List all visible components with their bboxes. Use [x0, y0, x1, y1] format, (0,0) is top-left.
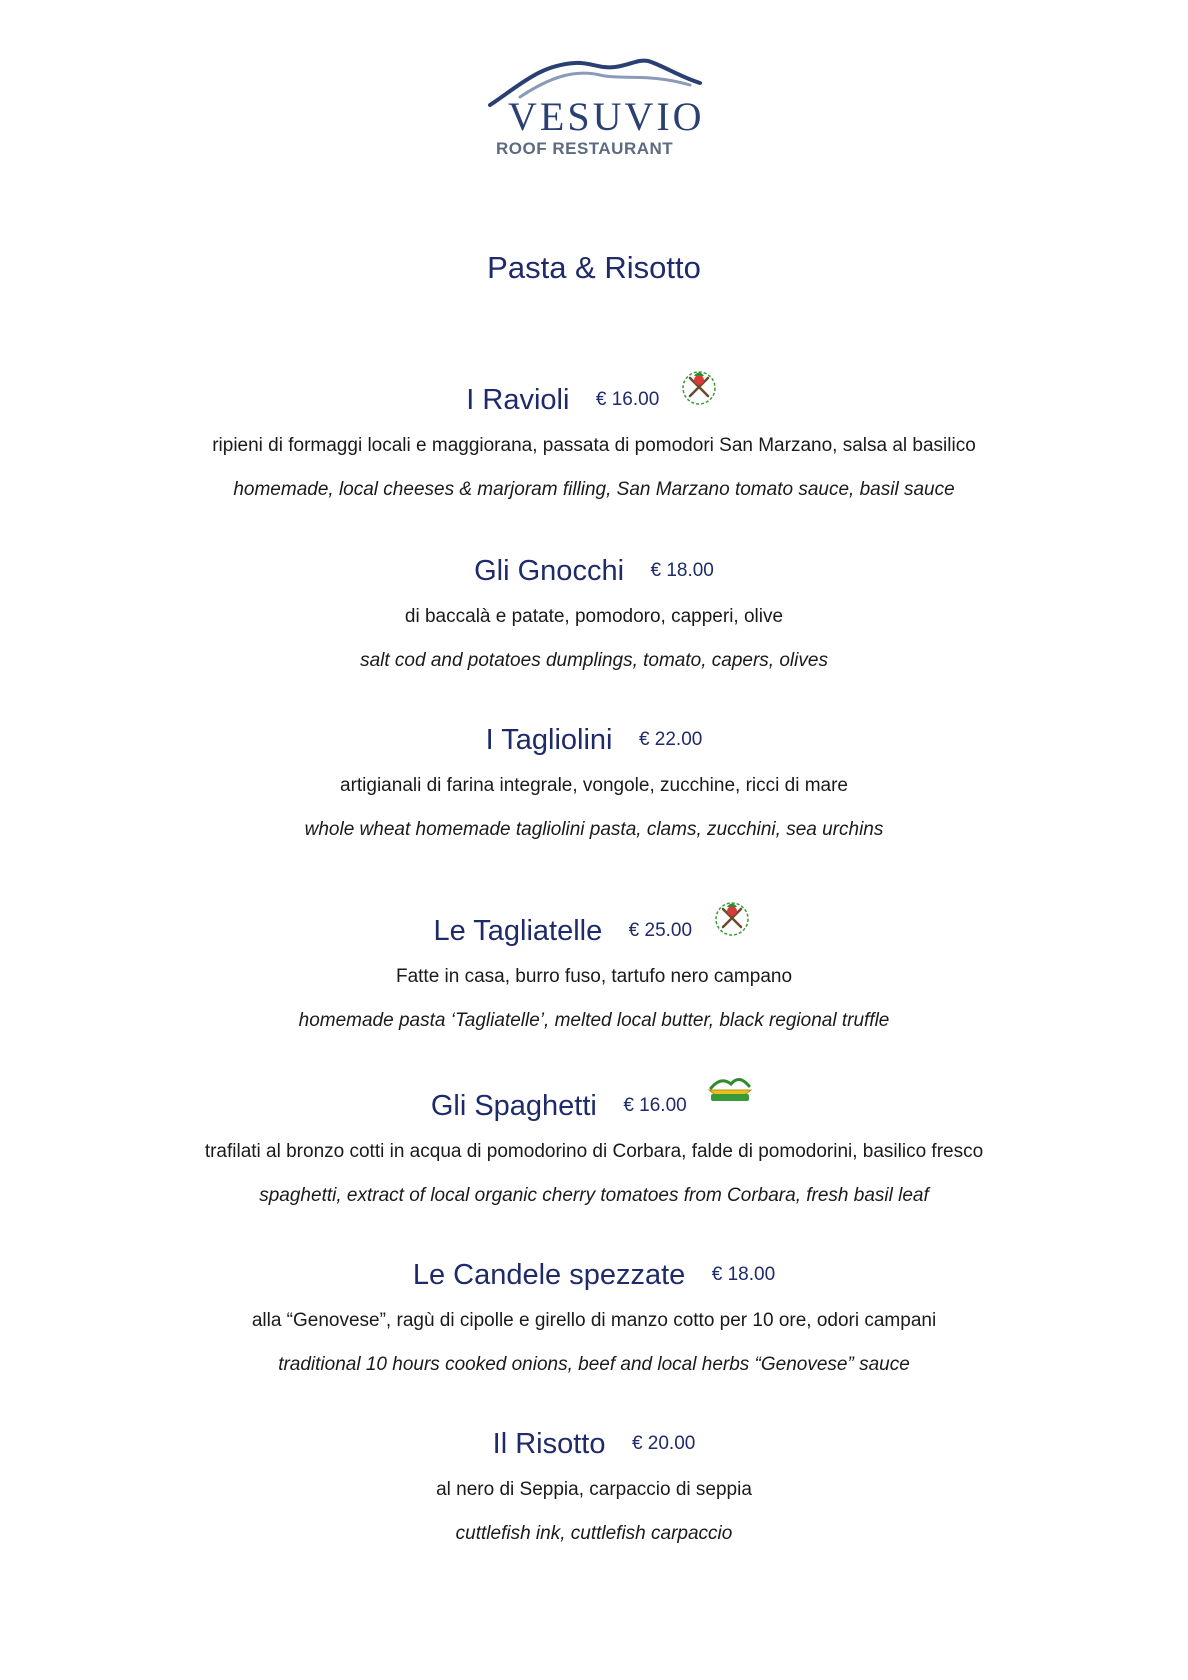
section-title: Pasta & Risotto — [487, 250, 701, 285]
dish-name: Gli Gnocchi — [474, 555, 625, 587]
dish-price: € 18.00 — [711, 1264, 776, 1285]
slow-food-icon — [709, 897, 755, 941]
dish-description-en: spaghetti, extract of local organic cherry tomatoes from Corbara, fresh basil leaf — [259, 1185, 929, 1206]
dish-name: I Tagliolini — [485, 724, 613, 756]
dish-description-en: cuttlefish ink, cuttlefish carpaccio — [455, 1523, 733, 1544]
dish-tagliolini — [0, 714, 1188, 842]
dish-ravioli — [0, 374, 1188, 502]
dish-description-it: ripieni di formaggi locali e maggiorana, passata di pomodori San Marzano, salsa al basilico — [212, 435, 976, 456]
dish-description-it: Fatte in casa, burro fuso, tartufo nero campano — [395, 966, 793, 987]
dish-price: € 20.00 — [631, 1433, 696, 1454]
dish-description-it: trafilati al bronzo cotti in acqua di pomodorino di Corbara, falde di pomodorini, basilico fresco — [204, 1141, 984, 1162]
dish-description-en: salt cod and potatoes dumplings, tomato, capers, olives — [360, 650, 828, 671]
dish-description-en: traditional 10 hours cooked onions, beef and local herbs “Genovese” sauce — [278, 1354, 910, 1375]
dish-description-en: homemade, local cheeses & marjoram filling, San Marzano tomato sauce, basil sauce — [233, 479, 955, 500]
dish-spaghetti — [0, 1080, 1188, 1208]
vegan-food-icon — [703, 1072, 757, 1116]
dish-name: Gli Spaghetti — [430, 1090, 597, 1122]
logo-subtitle: ROOF RESTAURANT — [496, 139, 674, 158]
dish-description-it: al nero di Seppia, carpaccio di seppia — [436, 1479, 752, 1500]
dish-description-en: homemade pasta ‘Tagliatelle’, melted local butter, black regional truffle — [298, 1010, 890, 1031]
dish-description-en: whole wheat homemade tagliolini pasta, clams, zucchini, sea urchins — [304, 819, 884, 840]
dish-price: € 25.00 — [628, 920, 693, 941]
restaurant-logo — [480, 55, 720, 165]
slow-food-icon — [676, 366, 722, 410]
dish-price: € 16.00 — [623, 1095, 687, 1116]
dish-risotto — [0, 1418, 1188, 1546]
dish-tagliatelle — [0, 905, 1188, 1033]
dish-price: € 22.00 — [638, 729, 703, 750]
dish-description-it: di baccalà e patate, pomodoro, capperi, olive — [404, 606, 784, 627]
dish-price: € 18.00 — [650, 560, 714, 581]
dish-price: € 16.00 — [595, 389, 660, 410]
dish-gnocchi — [0, 545, 1188, 673]
dish-name: I Ravioli — [466, 384, 570, 416]
dish-name: Il Risotto — [492, 1428, 606, 1460]
dish-description-it: artigianali di farina integrale, vongole, zucchine, ricci di mare — [340, 775, 848, 796]
dish-candele — [0, 1249, 1188, 1377]
dish-description-it: alla “Genovese”, ragù di cipolle e girello di manzo cotto per 10 ore, odori campani — [251, 1310, 937, 1331]
logo-name: VESUVIO — [508, 94, 705, 139]
dish-name: Le Tagliatelle — [433, 915, 603, 947]
dish-name: Le Candele spezzate — [412, 1259, 686, 1291]
